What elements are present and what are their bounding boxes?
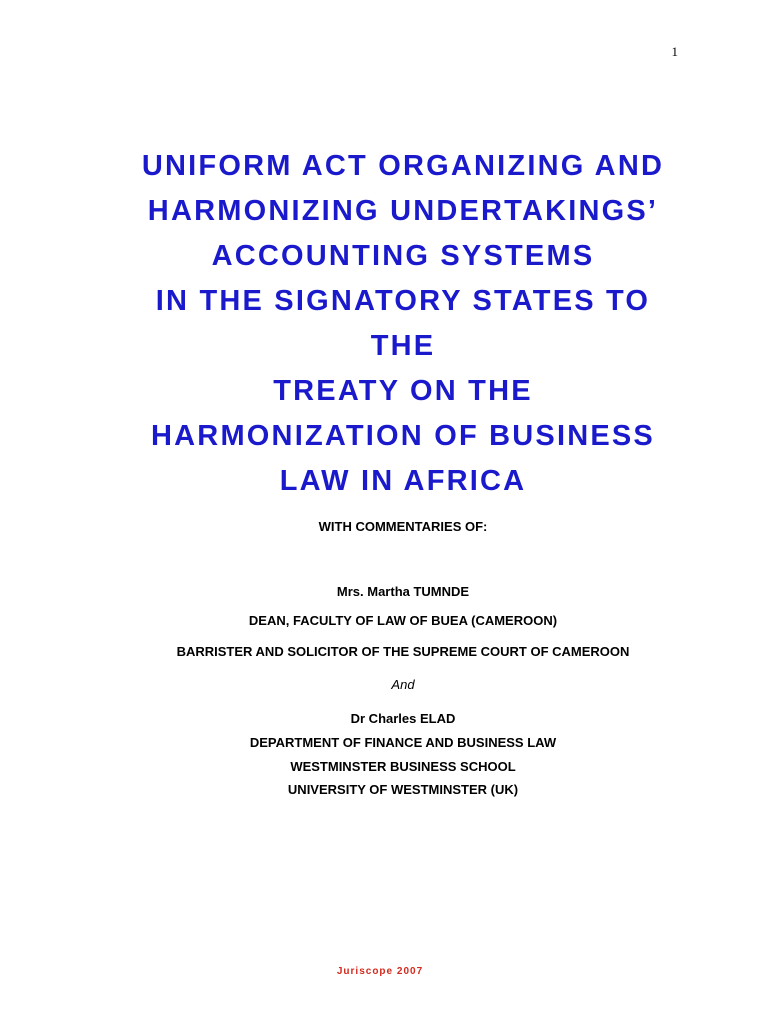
author1-role: BARRISTER AND SOLICITOR OF THE SUPREME COURT OF CAMEROON [176,644,630,659]
title-line-3: ACCOUNTING SYSTEMS [211,240,595,272]
conjunction-and: And [391,677,415,692]
title-line-4: IN THE SIGNATORY STATES TO [155,285,651,317]
author1-name: Mrs. Martha TUMNDE [336,584,470,599]
title-line-2: HARMONIZING UNDERTAKINGS’ [147,195,659,227]
document-title [0,144,768,504]
page-number: 1 [671,44,678,59]
title-line-8: LAW IN AFRICA [279,465,527,497]
title-line-1: UNIFORM ACT ORGANIZING AND [141,150,665,182]
author2-department: DEPARTMENT OF FINANCE AND BUSINESS LAW [249,735,557,750]
footer-publisher: Juriscope 2007 [336,966,424,977]
author2-university: UNIVERSITY OF WESTMINSTER (UK) [287,782,519,797]
author1-position: DEAN, FACULTY OF LAW OF BUEA (CAMEROON) [248,613,558,628]
title-line-7: HARMONIZATION OF BUSINESS [151,420,655,452]
title-line-5: THE [370,330,436,362]
author2-school: WESTMINSTER BUSINESS SCHOOL [290,759,516,774]
author2-name: Dr Charles ELAD [350,711,456,726]
title-line-6: TREATY ON THE [273,375,533,407]
commentaries-heading: WITH COMMENTARIES OF: [318,519,488,534]
